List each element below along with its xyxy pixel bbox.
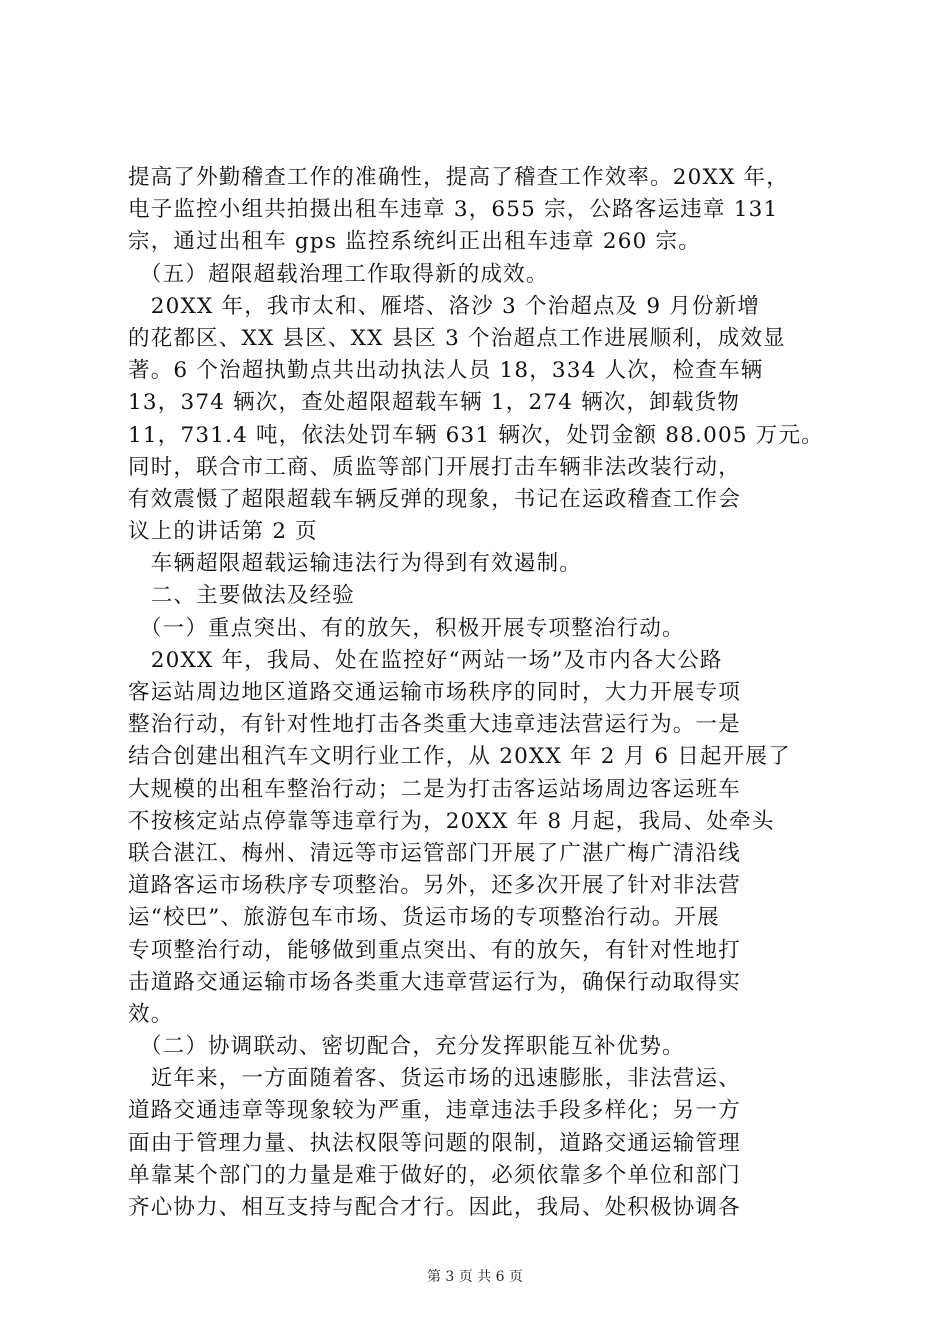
text-line: 齐心协力、相互支持与配合才行。因此，我局、处积极协调各: [128, 1195, 741, 1220]
page-footer: 第 3 页 共 6 页: [426, 1269, 524, 1285]
text-line: 击道路交通运输市场各类重大违章营运行为，确保行动取得实: [128, 969, 741, 995]
text-line: 效。: [128, 1001, 174, 1027]
text-line: 联合湛江、梅州、清远等市运管部门开展了广湛广梅广清沿线: [128, 840, 741, 866]
text-line: 宗，通过出租车 gps 监控系统纠正出租车违章 260 宗。: [128, 229, 701, 255]
section-heading: （二）协调联动、密切配合，充分发挥职能互补优势。: [128, 1034, 685, 1060]
section-heading: 二、主要做法及经验: [128, 583, 356, 609]
text-line: 有效震慑了超限超载车辆反弹的现象，书记在运政稽查工作会: [128, 486, 741, 512]
text-line: 近年来，一方面随着客、货运市场的迅速膨胀，非法营运、: [128, 1066, 741, 1092]
text-line: 道路客运市场秩序专项整治。另外，还多次开展了针对非法营: [128, 873, 741, 899]
text-line: 单靠某个部门的力量是难于做好的，必须依靠多个单位和部门: [128, 1162, 741, 1188]
text-line: 议上的讲话第 2 页: [128, 519, 318, 545]
text-line: 客运站周边地区道路交通运输市场秩序的同时，大力开展专项: [128, 680, 741, 705]
text-line: 20XX 年，我局、处在监控好“两站一场”及市内各大公路: [128, 647, 723, 673]
text-line: 13，374 辆次，查处超限超载车辆 1，274 辆次，卸载货物: [128, 390, 741, 416]
text-line: 不按核定站点停靠等违章行为，20XX 年 8 月起，我局、处牵头: [128, 808, 775, 834]
text-line: 整治行动，有针对性地打击各类重大违章违法营运行为。一是: [128, 712, 741, 738]
text-line: 专项整治行动，能够做到重点突出、有的放矢，有针对性地打: [128, 937, 741, 963]
text-line: 11，731.4 吨，依法处罚车辆 631 辆次，处罚金额 88.005 万元。: [128, 422, 824, 448]
text-line: 结合创建出租汽车文明行业工作，从 20XX 年 2 月 6 日起开展了: [128, 744, 791, 770]
text-line: 提高了外勤稽查工作的准确性，提高了稽查工作效率。20XX 年，: [128, 165, 790, 190]
text-line: 运“校巴”、旅游包车市场、货运市场的专项整治行动。开展: [128, 905, 720, 931]
text-line: 的花都区、XX 县区、XX 县区 3 个治超点工作进展顺利，成效显: [128, 325, 786, 351]
text-line: 著。6 个治超执勤点共出动执法人员 18，334 人次，检查车辆: [128, 358, 764, 384]
text-line: 面由于管理力量、执法权限等问题的限制，道路交通运输管理: [128, 1130, 741, 1156]
document-body: [128, 162, 830, 1224]
text-line: 道路交通违章等现象较为严重，违章违法手段多样化；另一方: [128, 1098, 741, 1124]
section-heading: （一）重点突出、有的放矢，积极开展专项整治行动。: [128, 615, 685, 641]
text-line: 同时，联合市工商、质监等部门开展打击车辆非法改装行动，: [128, 454, 741, 480]
text-line: 大规模的出租车整治行动；二是为打击客运站场周边客运班车: [128, 776, 741, 802]
text-line: 20XX 年，我市太和、雁塔、洛沙 3 个治超点及 9 月份新增: [128, 293, 761, 319]
text-line: 车辆超限超载运输违法行为得到有效遏制。: [128, 551, 583, 577]
section-heading: （五）超限超载治理工作取得新的成效。: [128, 261, 549, 287]
text-line: 电子监控小组共拍摄出租车违章 3，655 宗，公路客运违章 131: [128, 197, 779, 223]
